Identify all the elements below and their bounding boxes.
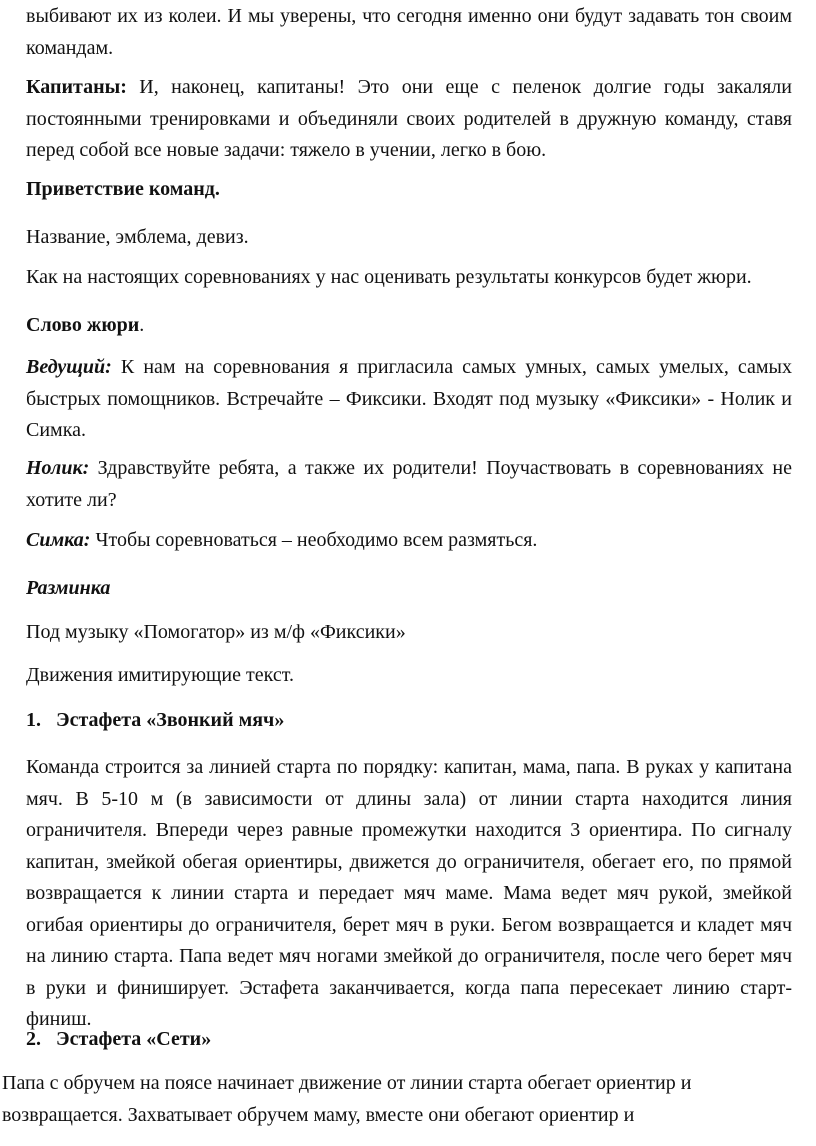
paragraph-warmup-music: Под музыку «Помогатор» из м/ф «Фиксики» <box>26 621 406 643</box>
heading-jury-word: Слово жюри <box>26 314 140 336</box>
heading-warmup: Разминка <box>26 577 111 599</box>
paragraph-host-text: К нам на соревнования я пригласила самых умных, самых умелых, самых быстрых помощников. Встречайте – Фиксики. Входят под музыку «Фиксики» - Нолик и Симка. <box>26 356 792 441</box>
paragraph-nolik <box>26 453 792 516</box>
heading-relay-2 <box>26 1024 792 1056</box>
heading-relay-1 <box>26 705 792 737</box>
paragraph-simka <box>26 525 792 557</box>
paragraph-host <box>26 352 792 447</box>
paragraph-warmup-movements: Движения имитирующие текст. <box>26 664 294 686</box>
paragraph-jury-word <box>26 310 792 342</box>
paragraph-captains-text: И, наконец, капитаны! Это они еще с пеленок долгие годы закаляли постоянными тренировками и объединяли своих родителей в дружную команду, ставя перед собой все новые задачи: тяжело в учении, легко в бою. <box>26 76 792 161</box>
speaker-label-host: Ведущий: <box>26 356 112 378</box>
jury-word-period: . <box>139 314 145 336</box>
paragraph-simka-text: Чтобы соревноваться – необходимо всем размяться. <box>90 529 538 551</box>
paragraph-nolik-text: Здравствуйте ребята, а также их родители! Поучаствовать в соревнованиях не хотите ли? <box>26 457 792 511</box>
paragraph-captains <box>26 72 792 167</box>
paragraph-relay-1-rules: Команда строится за линией старта по порядку: капитан, мама, папа. В руках у капитана мяч. В 5-10 м (в зависимости от длины зала) от линии старта находится линия ограничителя. Впереди через равные промежутки находится 3 ориентира. По сигналу капитан, змейкой обегая ориентиры, движется до ограничителя, обегает его, по прямой возвращается к линии старта и передает мяч маме. Мама ведет мяч рукой, змейкой огибая ориентиры до ограничителя, берет мяч в руки. Бегом возвращается и кладет мяч на линию старта. Папа ведет мяч ногами змейкой до ограничителя, после чего берет мяч в руки и финиширует. Эстафета заканчивается, когда папа пересекает линию старт-финиш. <box>26 756 792 1030</box>
heading-team-greeting: Приветствие команд. <box>26 178 220 200</box>
relay-1-number: 1. <box>26 709 41 731</box>
relay-1-title: Эстафета «Звонкий мяч» <box>56 709 285 731</box>
relay-2-title: Эстафета «Сети» <box>56 1028 212 1050</box>
paragraph-name-emblem-motto: Название, эмблема, девиз. <box>26 226 249 248</box>
paragraph-relay-2-rules: Папа с обручем на поясе начинает движение от линии старта обегает ориентир и возвращается. Захватывает обручем маму, вместе они обегают ориентир и <box>2 1072 692 1126</box>
speaker-label-nolik: Нолик: <box>26 457 90 479</box>
paragraph-intro-end: выбивают их из колеи. И мы уверены, что сегодня именно они будут задавать тон своим командам. <box>26 5 792 59</box>
speaker-label-simka: Симка: <box>26 529 91 551</box>
speaker-label-captains: Капитаны: <box>26 76 127 98</box>
relay-2-number: 2. <box>26 1028 41 1050</box>
paragraph-jury: Как на настоящих соревнованиях у нас оценивать результаты конкурсов будет жюри. <box>26 266 752 288</box>
